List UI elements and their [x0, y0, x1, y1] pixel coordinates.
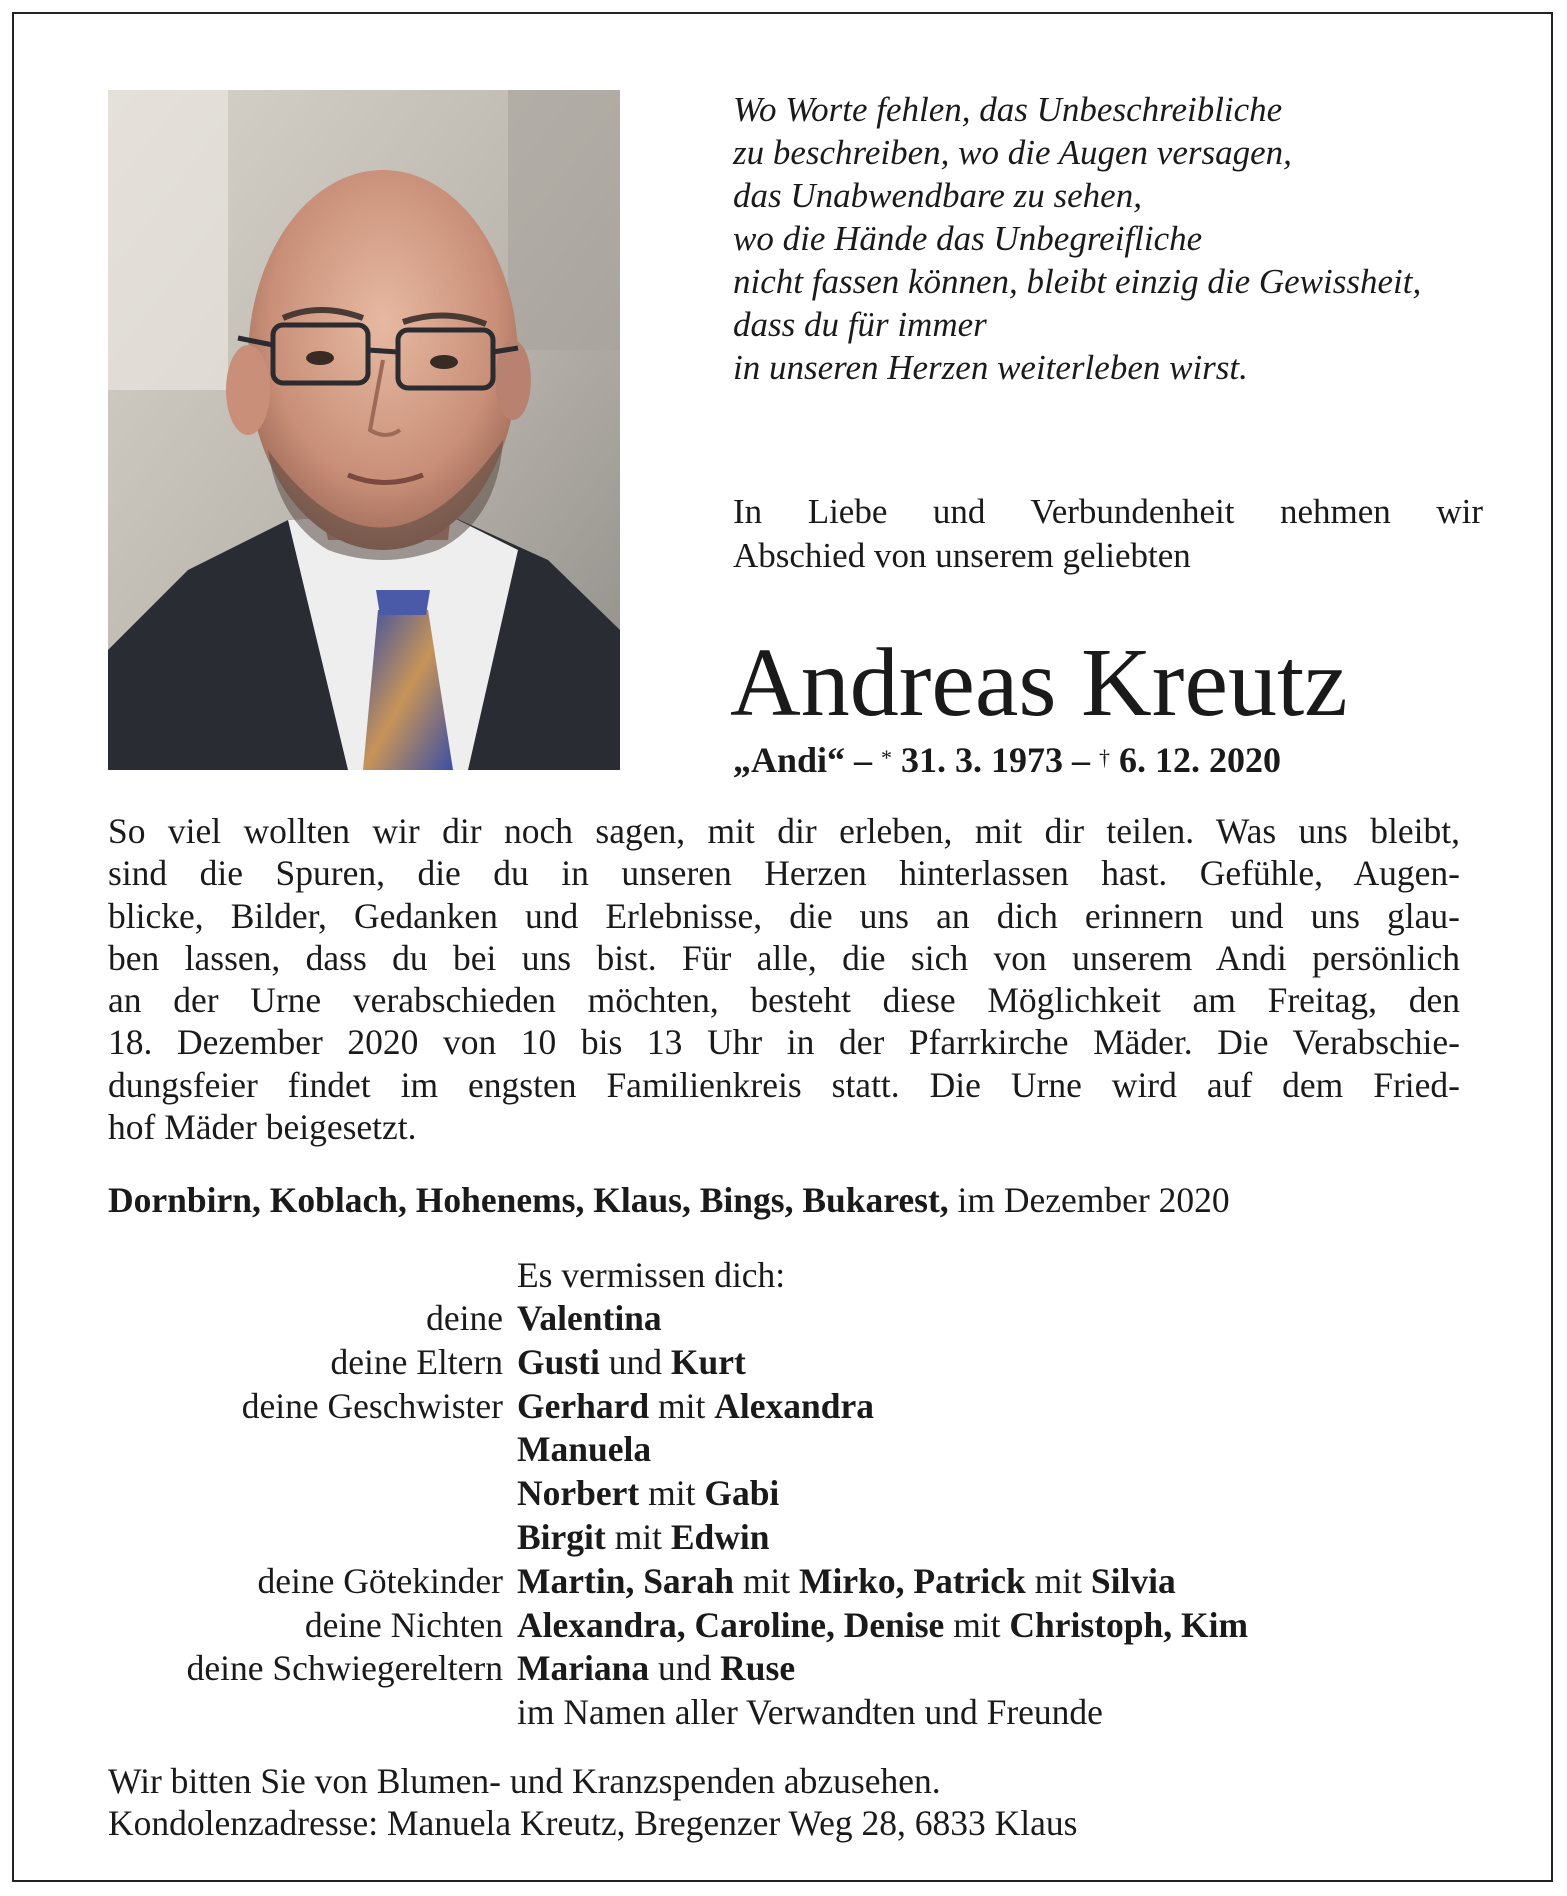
mourner-name: Gusti: [517, 1341, 600, 1382]
mourner-row: [0, 1341, 1567, 1383]
mourner-name: Christoph, Kim: [1009, 1604, 1249, 1645]
body-line: an der Urne verabschieden möchten, besteht diese Möglichkeit am Freitag, den: [108, 980, 1460, 1021]
body-line: So viel wollten wir dir noch sagen, mit dir erleben, mit dir teilen. Was uns bleibt,: [108, 811, 1460, 851]
death-date: 6. 12. 2020: [1110, 740, 1282, 780]
mourner-row: [0, 1516, 1567, 1558]
deceased-name: Andreas Kreutz: [730, 629, 1348, 737]
birth-date: 31. 3. 1973: [892, 740, 1064, 780]
poem-line: Wo Worte fehlen, das Unbeschreibliche: [733, 90, 1283, 129]
death-cross-icon: †: [1099, 745, 1111, 770]
mourner-names: [517, 1647, 795, 1689]
mourner-name: Gabi: [704, 1473, 780, 1514]
connector-text: mit: [605, 1517, 671, 1557]
mourner-name: Edwin: [670, 1517, 770, 1557]
footer: [108, 1760, 1077, 1844]
relation-label: deine Eltern: [330, 1341, 503, 1382]
body-line: dungsfeier findet im engsten Familienkreis statt. Die Urne wird auf dem Fried-: [108, 1064, 1460, 1105]
mourner-row: [0, 1472, 1567, 1514]
relation-label: deine Nichten: [304, 1604, 503, 1645]
connector-text: mit: [944, 1604, 1010, 1645]
portrait-image: [108, 90, 620, 770]
mourner-name: Kurt: [670, 1341, 746, 1382]
birth-star-icon: *: [881, 745, 893, 770]
mourner-row: [0, 1604, 1567, 1646]
connector-text: mit: [639, 1473, 705, 1514]
mourner-name: Alexandra: [714, 1385, 874, 1426]
nickname: „Andi“: [733, 740, 846, 780]
body-text: [108, 810, 1460, 1148]
poem-line: in unseren Herzen weiterleben wirst.: [733, 348, 1248, 387]
intro-line: Abschied von unserem geliebten: [733, 536, 1191, 575]
dash: –: [1063, 740, 1100, 780]
mourner-names: [517, 1385, 874, 1427]
body-line: ben lassen, dass du bei uns bist. Für alle, die sich von unserem Andi persönlich: [108, 937, 1460, 978]
mourner-row: [0, 1297, 1567, 1339]
connector-text: mit: [649, 1385, 715, 1426]
mourner-name: Manuela: [517, 1429, 652, 1470]
body-line: hof Mäder beigesetzt.: [108, 1107, 417, 1148]
mourner-name: Mariana: [517, 1648, 650, 1689]
donation-note: Wir bitten Sie von Blumen- und Kranzspenden abzusehen.: [108, 1761, 941, 1801]
mourner-name: Martin, Sarah: [517, 1560, 734, 1601]
places-date: [108, 1178, 1230, 1222]
connector-text: im Namen aller Verwandten und Freunde: [517, 1692, 1103, 1733]
mourner-name: Alexandra, Caroline, Denise: [517, 1604, 945, 1645]
connector-text: mit: [733, 1560, 800, 1601]
mourner-names: [517, 1472, 779, 1514]
places: Dornbirn, Koblach, Hohenems, Klaus, Bings, Bukarest,: [108, 1180, 949, 1220]
mourner-name: Birgit: [517, 1517, 606, 1557]
mourner-names: [517, 1428, 651, 1470]
mourner-names: [517, 1341, 746, 1383]
mourner-names: [517, 1516, 770, 1558]
mourner-name: Norbert: [517, 1473, 640, 1514]
mourner-row: [0, 1691, 1567, 1733]
poem-line: zu beschreiben, wo die Augen versagen,: [733, 133, 1292, 172]
connector-text: und: [649, 1648, 721, 1689]
poem-line: nicht fassen können, bleibt einzig die Gewissheit,: [733, 262, 1422, 301]
mourner-names: [517, 1297, 662, 1339]
poem-line: wo die Hände das Unbegreifliche: [733, 219, 1203, 258]
mourner-row: [0, 1560, 1567, 1602]
condolence-address: Kondolenzadresse: Manuela Kreutz, Bregenzer Weg 28, 6833 Klaus: [108, 1803, 1078, 1843]
body-line: blicke, Bilder, Gedanken und Erlebnisse, die uns an dich erinnern und uns glau-: [108, 895, 1460, 936]
life-dates: [733, 738, 1281, 782]
connector-text: und: [599, 1341, 671, 1382]
mourner-name: Gerhard: [517, 1385, 650, 1426]
body-line: sind die Spuren, die du in unseren Herzen hinterlassen hast. Gefühle, Augen-: [108, 853, 1460, 894]
mourner-row: [0, 1647, 1567, 1689]
intro-line: In Liebe und Verbundenheit nehmen wir: [733, 492, 1483, 531]
poem-line: dass du für immer: [733, 305, 987, 344]
mourner-row: [0, 1428, 1567, 1470]
body-line: 18. Dezember 2020 von 10 bis 13 Uhr in der Pfarrkirche Mäder. Die Verabschie-: [108, 1022, 1460, 1063]
date-text: im Dezember 2020: [948, 1180, 1230, 1220]
connector-text: mit: [1025, 1560, 1091, 1601]
mourner-name: Mirko, Patrick: [799, 1560, 1026, 1601]
poem-line: das Unabwendbare zu sehen,: [733, 176, 1142, 215]
relation-label: deine: [426, 1298, 503, 1338]
portrait-photo: [108, 90, 620, 770]
poem: [733, 88, 1473, 389]
mourners-heading: Es vermissen dich:: [517, 1255, 786, 1295]
intro-text: [733, 490, 1483, 578]
mourner-name: Valentina: [517, 1298, 662, 1338]
mourner-name: Silvia: [1090, 1560, 1176, 1601]
mourner-row: [0, 1385, 1567, 1427]
relation-label: deine Götekinder: [257, 1560, 503, 1601]
relation-label: deine Geschwister: [241, 1385, 503, 1426]
relation-label: deine Schwiegereltern: [186, 1648, 503, 1689]
mourner-names: [517, 1604, 1248, 1646]
dash: –: [845, 740, 882, 780]
mourner-name: Ruse: [720, 1648, 796, 1689]
mourner-names: [517, 1560, 1176, 1602]
mourner-names: [517, 1691, 1103, 1733]
